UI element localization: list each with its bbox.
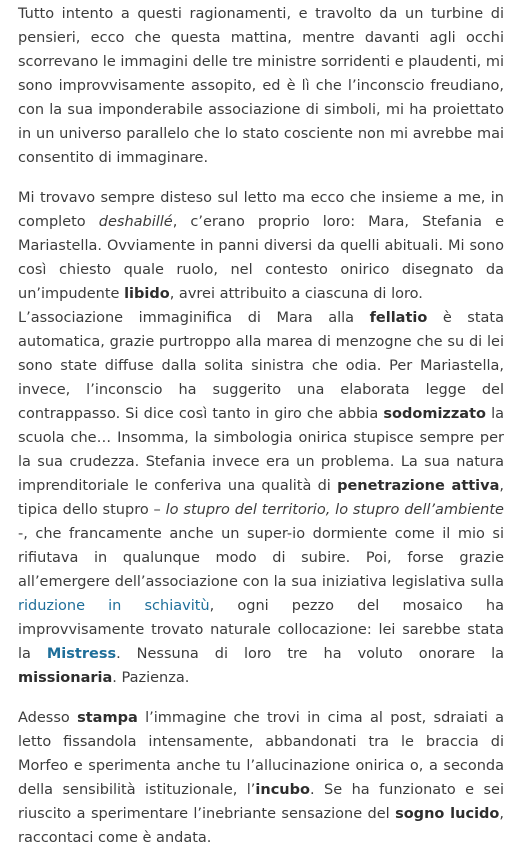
text-run: , c’erano proprio loro: Mara, Stefania e Mariastella. Ovviamente in panni diversi da quelli abituali. Mi sono così chiesto quale ruolo, nel contesto onirico disegnato da un’impudente — [18, 214, 504, 302]
text-run: , avrei attribuito a ciascuna di loro. — [169, 286, 423, 302]
text-run: , raccontaci come è andata. — [18, 806, 504, 846]
paragraph-intro-text: Tutto intento a questi ragionamenti, e travolto da un turbine di pensieri, ecco che questa mattina, mentre davanti agli occhi scorrevano le immagini delle tre ministre sorridenti e plaudenti, mi sono improvvisamente assopito, ed è lì che l’inconscio freudiano, con la sua imponderabile associazione di simboli, mi ha proiettato in un universo parallelo che lo stato cosciente non mi avrebbe mai consentito di immaginare. — [18, 6, 504, 166]
text-run: L’associazione immaginifica di Mara alla — [18, 310, 370, 326]
bold-sodomizzato: sodomizzato — [383, 406, 486, 422]
bold-penetrazione-attiva: penetrazione attiva — [337, 478, 500, 494]
text-run: Mi trovavo sempre disteso sul letto ma ecco che insieme a me, in completo — [18, 190, 504, 230]
bold-incubo: incubo — [255, 782, 310, 798]
text-run: l’immagine che trovi in cima al post, sdraiati a letto fissandola intensamente, abbandonati tra le braccia di Morfeo e sperimenta anche tu l’allucinazione onirica o, a seconda della sensibilità istituzionale, l’ — [18, 710, 504, 798]
paragraph-associations — [18, 306, 504, 690]
link-riduzione-in-schiavitu[interactable]: riduzione in schiavitù — [18, 598, 210, 614]
italic-stupro-territorio: lo stupro del territorio, lo stupro dell’ambiente — [165, 502, 504, 518]
bold-missionaria: missionaria — [18, 670, 113, 686]
italic-deshabille: deshabillé — [98, 214, 173, 230]
paragraph-dream-setting — [18, 186, 504, 306]
text-run: . Se ha funzionato e sei riuscito a sperimentare l’inebriante sensazione del — [18, 782, 504, 822]
text-run: la scuola che… Insomma, la simbologia onirica stupisce sempre per la sua crudezza. Stefania invece era un problema. La sua natura imprenditoriale le conferiva una qualità di — [18, 406, 504, 494]
text-run: è stata automatica, grazie purtroppo alla marea di menzogne che su di lei sono state diffuse dalla solita sinistra che odia. Per Mariastella, invece, l’inconscio ha suggerito una elaborata legge del contrappasso. Si dice così tanto in giro che abbia — [18, 310, 504, 422]
text-run: , tipica dello stupro – — [18, 478, 504, 518]
text-run: . Pazienza. — [112, 670, 190, 686]
bold-stampa: stampa — [77, 710, 138, 726]
text-run: -, che francamente anche un super-io dormiente come il mio si rifiutava in qualunque modo di subire. Poi, forse grazie all’emergere dell’associazione con la sua iniziativa legislativa sulla — [18, 526, 504, 590]
bold-sogno-lucido: sogno lucido — [395, 806, 500, 822]
bold-libido: libido — [124, 286, 170, 302]
text-run: . Nessuna di loro tre ha voluto onorare la — [116, 646, 504, 662]
text-run: Adesso — [18, 710, 78, 726]
bold-fellatio: fellatio — [369, 310, 428, 326]
paragraph-call-to-action — [18, 706, 504, 850]
text-run: , ogni pezzo del mosaico ha improvvisamente trovato naturale collocazione: lei sarebbe stata la — [18, 598, 504, 662]
link-mistress[interactable]: Mistress — [46, 646, 117, 662]
paragraph-intro — [18, 2, 504, 170]
post-body — [18, 0, 504, 850]
